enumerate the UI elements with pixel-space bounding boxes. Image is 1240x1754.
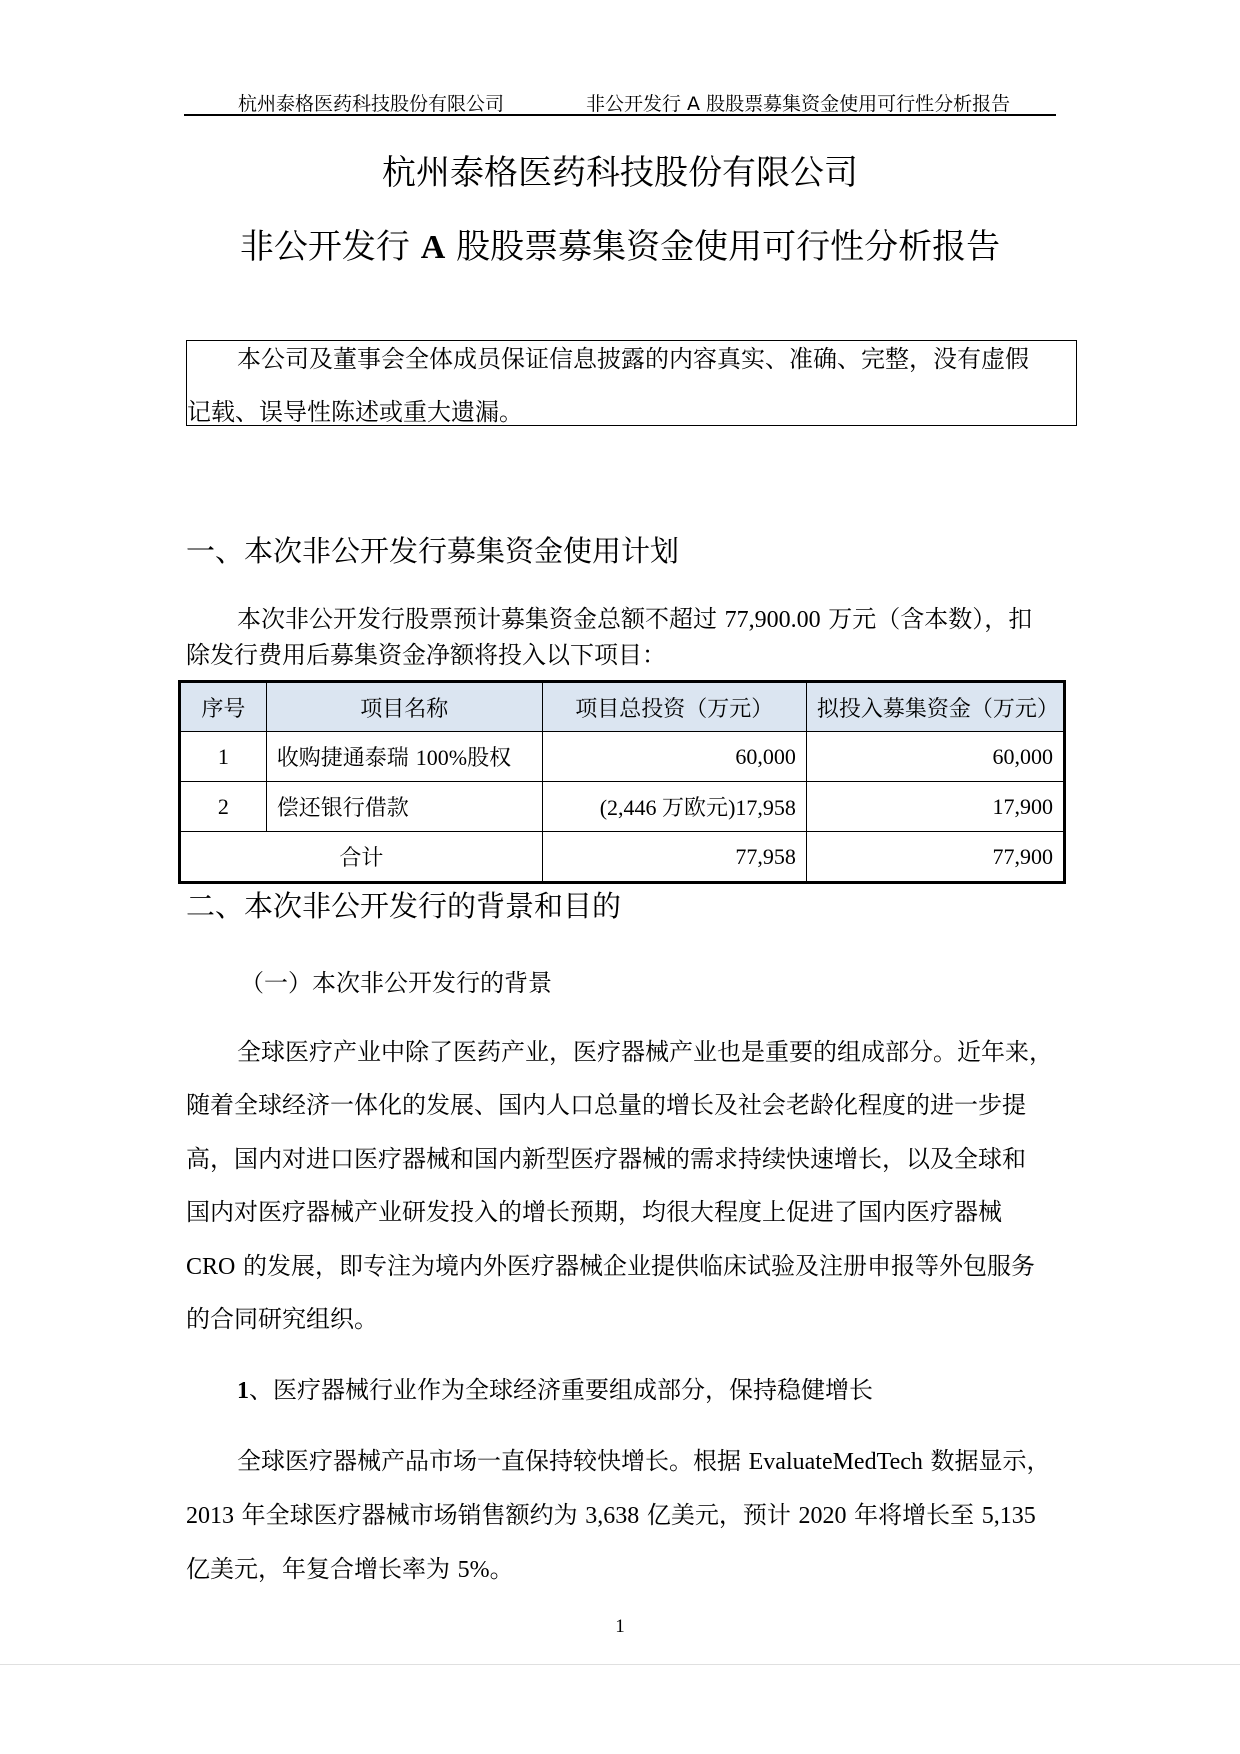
cell-raised-funds: 17,900 (806, 782, 1064, 832)
text: 、医疗器械行业作为全球经济重要组成部分，保持稳健增长 (249, 1376, 873, 1404)
notice-line-2: 记载、误导性陈述或重大遗漏。 (187, 398, 523, 426)
market-paragraph-line-1 (237, 1446, 1051, 1477)
text: 万欧元 (662, 796, 729, 821)
text: 2020 (798, 1503, 847, 1529)
fund-allocation-table (178, 680, 1066, 884)
table-header-row (180, 682, 1065, 732)
background-paragraph-line-3: 高，国内对进口医疗器械和国内新型医疗器械的需求持续快速增长，以及全球和 (186, 1145, 1026, 1173)
text: 股权 (467, 746, 512, 771)
document-title-report (0, 225, 1240, 270)
table-row (180, 732, 1065, 782)
title-share-class: A (420, 229, 446, 266)
background-paragraph-line-5 (186, 1251, 1035, 1282)
text: 3,638 (585, 1503, 640, 1529)
page-number: 1 (615, 1616, 625, 1637)
cell-project-name: 偿还银行借款 (266, 782, 542, 832)
point-heading-1 (237, 1375, 873, 1406)
cell-no: 1 (180, 732, 267, 782)
cell-raised-funds: 60,000 (806, 732, 1064, 782)
title-prefix: 非公开发行 (239, 227, 421, 267)
text: 。 (489, 1555, 514, 1583)
text: 亿美元，年复合增长率为 (186, 1555, 458, 1583)
column-header-raised-funds: 拟投入募集资金（万元） (806, 682, 1064, 732)
text: 数据显示， (922, 1447, 1051, 1475)
column-header-total-investment: 项目总投资（万元） (542, 682, 806, 732)
text: 年将增长至 (846, 1501, 982, 1529)
cell-project-name (266, 732, 542, 782)
text: 5,135 (981, 1503, 1036, 1529)
text: CRO (186, 1254, 236, 1280)
subsection-heading-background: （一）本次非公开发行的背景 (240, 969, 552, 997)
text: 2013 (186, 1503, 234, 1529)
page-bottom-divider (0, 1664, 1240, 1665)
market-paragraph-line-3 (186, 1554, 514, 1585)
section-heading-fund-plan: 一、本次非公开发行募集资金使用计划 (186, 534, 680, 568)
text: 万元（含本数），扣 (820, 605, 1033, 633)
background-paragraph-line-4: 国内对医疗器械产业研发投入的增长预期，均很大程度上促进了国内医疗器械 (186, 1198, 1002, 1226)
fund-total-amount: 77,900.00 (724, 607, 821, 633)
column-header-project-name: 项目名称 (266, 682, 542, 732)
text: )17,958 (728, 795, 796, 820)
title-suffix: 股股票募集资金使用可行性分析报告 (445, 227, 1001, 267)
document-title-company: 杭州泰格医药科技股份有限公司 (382, 153, 858, 193)
text: 年全球医疗器械市场销售额约为 (234, 1501, 586, 1529)
cell-total-investment: 60,000 (542, 732, 806, 782)
column-header-no: 序号 (180, 682, 267, 732)
text: 1 (237, 1378, 249, 1404)
running-header-report-title: 非公开发行 A 股股票募集资金使用可行性分析报告 (586, 93, 1011, 115)
cell-total-investment-sum: 77,958 (542, 832, 806, 883)
table-total-row (180, 832, 1065, 883)
text: (2,446 (599, 795, 663, 820)
fund-plan-paragraph-line-2: 除发行费用后募集资金净额将投入以下项目： (186, 641, 666, 669)
background-paragraph-line-2: 随着全球经济一体化的发展、国内人口总量的增长及社会老龄化程度的进一步提 (186, 1091, 1026, 1119)
notice-line-1: 本公司及董事会全体成员保证信息披露的内容真实、准确、完整，没有虚假 (237, 345, 1029, 373)
background-paragraph-line-6: 的合同研究组织。 (186, 1305, 378, 1333)
market-paragraph-line-2 (186, 1500, 1036, 1531)
cell-no: 2 (180, 782, 267, 832)
header-divider (184, 114, 1056, 116)
background-paragraph-line-1: 全球医疗产业中除了医药产业，医疗器械产业也是重要的组成部分。近年来， (237, 1038, 1053, 1066)
text: 5% (457, 1557, 490, 1583)
fund-plan-paragraph-line-1 (237, 604, 1032, 635)
running-header-company: 杭州泰格医药科技股份有限公司 (238, 93, 505, 115)
table-row (180, 782, 1065, 832)
text: 本次非公开发行股票预计募集资金总额不超过 (237, 605, 725, 633)
text: 100% (415, 745, 468, 770)
text: EvaluateMedTech (748, 1449, 923, 1475)
cell-raised-funds-sum: 77,900 (806, 832, 1064, 883)
text: 的发展，即专注为境内外医疗器械企业提供临床试验及注册申报等外包服务 (243, 1252, 1035, 1280)
section-heading-background-purpose: 二、本次非公开发行的背景和目的 (186, 889, 622, 923)
cell-total-investment (542, 782, 806, 832)
text: 全球医疗器械产品市场一直保持较快增长。根据 (237, 1447, 749, 1475)
text: 收购捷通泰瑞 (276, 746, 416, 771)
text: 亿美元，预计 (639, 1501, 799, 1529)
cell-total-label: 合计 (180, 832, 543, 883)
